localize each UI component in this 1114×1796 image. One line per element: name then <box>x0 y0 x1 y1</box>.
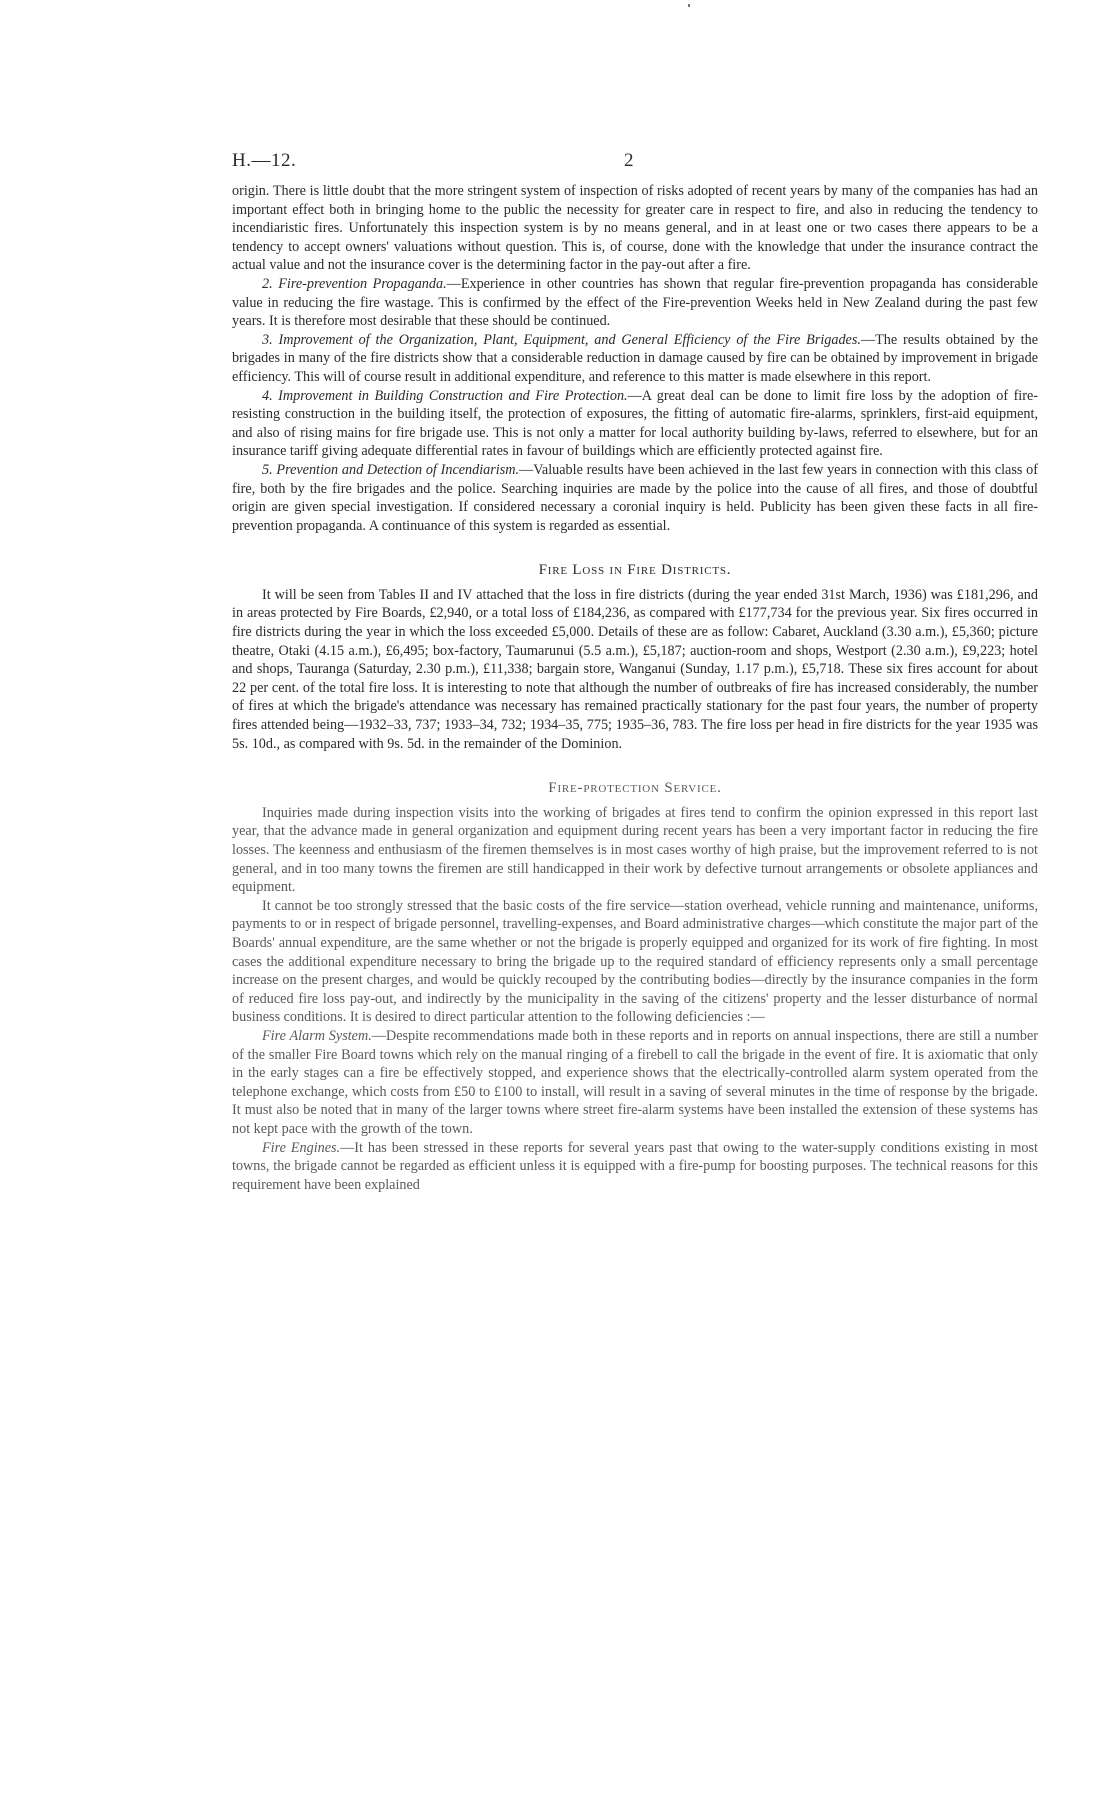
paragraph-basic-costs: It cannot be too strongly stressed that the basic costs of the fire service—station overhead, vehicle running and maintenance, uniforms, payments to or in respect of brigade personnel, travelling-expenses, and Board administrative charges—which constitute the major part of the Boards' annual expenditure, are the same whether or not the brigade is properly equipped and organized for its work of fire fighting. In most cases the additional expenditure necessary to bring the brigade up to the required standard of efficiency represents only a small percentage increase on the present charges, and would be quickly recouped by the contributing bodies—directly by the insurance companies in the form of reduced fire loss pay-out, and indirectly by the municipality in the saving of the citizens' property and the lesser disturbance of normal business conditions. It is desired to direct particular attention to the following deficiencies :— <box>232 897 1038 1026</box>
paragraph-text: —It has been stressed in these reports for several years past that owing to the water-supply conditions existing in most towns, the brigade cannot be regarded as efficient unless it is equipped with a fire-pump for boosting purposes. The technical reasons for this requirement have been explained <box>232 1139 1038 1193</box>
paragraph-title: Fire Engines. <box>262 1139 341 1156</box>
paragraph-text: —Despite recommendations made both in these reports and in reports on annual inspections, there are still a number of the smaller Fire Board towns which rely on the manual ringing of a firebell to call the brigade in the event of fire. It is axiomatic that only in the early stages can a fire be effectively stopped, and experience shows that the electrically-controlled alarm system operated from the telephone exchange, which costs from £50 to £100 to install, will result in a saving of several minutes in the time of response by the brigade. It must also be noted that in many of the larger towns where street fire-alarm systems have been installed the extension of these systems has not kept pace with the growth of the town. <box>232 1027 1038 1137</box>
scan-mark <box>688 4 690 7</box>
paragraph-title: 4. Improvement in Building Construction and Fire Protection. <box>262 387 628 404</box>
paragraph-text: —Valuable results have been achieved in the last few years in connection with this class of fire, both by the fire brigades and the police. Searching inquiries are made by the police into the cause of all fires, and those of doubtful origin are given special investigation. If considered necessary a coronial inquiry is held. Publicity has been given these facts in all fire-prevention propaganda. A continuance of this system is regarded as essential. <box>232 461 1038 534</box>
page-header <box>232 150 1038 182</box>
document-body <box>232 182 1038 1194</box>
paragraph-building-construction <box>232 387 1038 461</box>
document-reference: H.—12. <box>232 150 297 171</box>
paragraph-fire-engines <box>232 1139 1038 1195</box>
paragraph-brigade-efficiency <box>232 331 1038 387</box>
paragraph-text: —The results obtained by the brigades in many of the fire districts show that a considerable reduction in damage caused by fire can be obtained by improvement in brigade efficiency. This will of course result in additional expenditure, and reference to this matter is made elsewhere in this report. <box>232 331 1039 385</box>
paragraph-incendiarism <box>232 461 1038 535</box>
paragraph-text: —Experience in other countries has shown that regular fire-prevention propaganda has considerable value in reducing the fire wastage. This is confirmed by the effect of the Fire-prevention Weeks held in New Zealand during the past few years. It is therefore most desirable that these should be continued. <box>232 275 1038 330</box>
paragraph-text: —A great deal can be done to limit fire loss by the adoption of fire-resisting construction in the building itself, the protection of exposures, the fitting of automatic fire-alarms, sprinklers, first-aid equipment, and also of rising mains for fire brigade use. This is not only a matter for local authority building by-laws, referred to elsewhere, but for an insurance tariff giving adequate differential rates in favour of buildings which are efficiently protected against fire. <box>232 387 1038 460</box>
paragraph-inquiries: Inquiries made during inspection visits into the working of brigades at fires tend to confirm the opinion expressed in this report last year, that the advance made in general organization and equipment during recent years has been a very important factor in reducing the fire losses. The keenness and enthusiasm of the firemen themselves is in most cases worthy of high praise, but the improvement referred to is not general, and in too many towns the firemen are still handicapped in their work by defective turnout arrangements or obsolete appliances and equipment. <box>232 804 1038 896</box>
section-heading-fire-loss: Fire Loss in Fire Districts. <box>538 562 732 579</box>
page-number: 2 <box>624 150 634 171</box>
paragraph-title: Fire Alarm System. <box>262 1027 372 1044</box>
paragraph-title: 2. Fire-prevention Propaganda. <box>262 275 447 292</box>
paragraph-fire-prevention-propaganda <box>232 275 1038 331</box>
paragraph-fire-loss: It will be seen from Tables II and IV attached that the loss in fire districts (during the year ended 31st March, 1936) was £181,296, and in areas protected by Fire Boards, £2,940, or a total loss of £184,236, as compared with £177,734 for the previous year. Six fires occurred in fire districts during the year in which the loss exceeded £5,000. Details of these are as follow: Cabaret, Auckland (3.30 a.m.), £5,360; picture theatre, Otaki (4.15 a.m.), £6,495; box-factory, Taumarunui (5.5 a.m.), £5,187; auction-room and shops, Westport (2.30 a.m.), £9,223; hotel and shops, Tauranga (Saturday, 2.30 p.m.), £11,338; bargain store, Wanganui (Sunday, 1.17 p.m.), £5,718. These six fires account for about 22 per cent. of the total fire loss. It is interesting to note that although the number of outbreaks of fire has increased considerably, the number of fires at which the brigade's attendance was necessary has remained practically stationary for the past four years, the number of property fires attended being—1932–33, 737; 1933–34, 732; 1934–35, 775; 1935–36, 783. The fire loss per head in fire districts for the year 1935 was 5s. 10d., as compared with 9s. 5d. in the remainder of the Dominion. <box>232 586 1038 752</box>
paragraph-title: 3. Improvement of the Organization, Plant, Equipment, and General Efficiency of the Fire Brigades. <box>262 331 861 348</box>
paragraph-title: 5. Prevention and Detection of Incendiarism. <box>262 461 520 478</box>
section-heading-fire-protection: Fire-protection Service. <box>548 780 722 797</box>
paragraph-origin: origin. There is little doubt that the more stringent system of inspection of risks adopted of recent years by many of the companies has had an important effect both in bringing home to the public the necessity for greater care in respect to fire, and also in reducing the tendency to incendiaristic fires. Unfortunately this inspection system is by no means general, and in at least one or two cases there appears to be a tendency to accept owners' valuations without question. This is, of course, done with the knowledge that under the insurance contract the actual value and not the insurance cover is the determining factor in the pay-out after a fire. <box>232 183 1038 274</box>
paragraph-fire-alarm-system <box>232 1027 1038 1139</box>
document-page <box>232 150 1038 1194</box>
